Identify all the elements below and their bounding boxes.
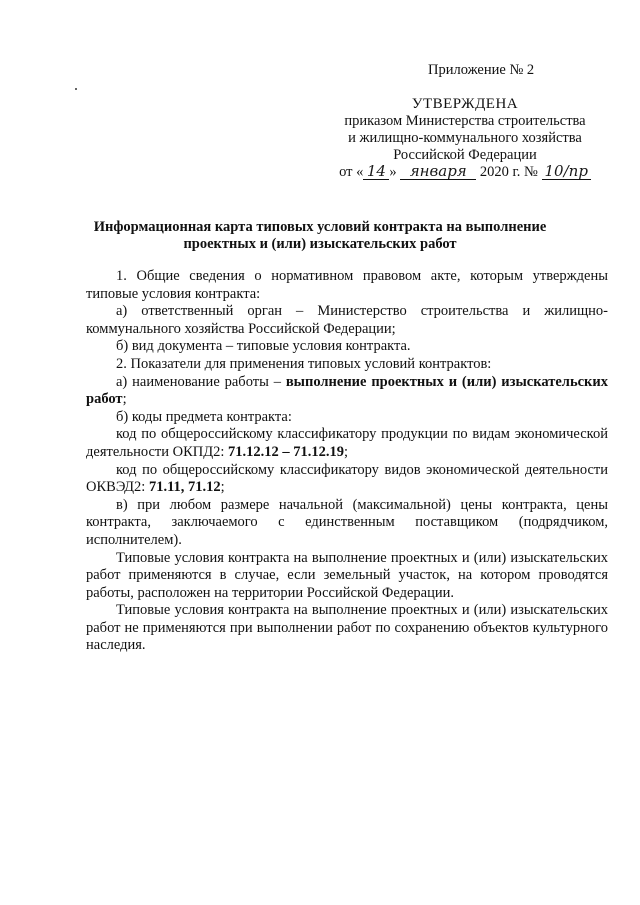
- handwritten-order-number: 10/пр: [542, 164, 591, 180]
- work-name-end: ;: [122, 391, 127, 408]
- paragraph-responsible-body: а) ответственный орган – Министерство строительства и жилищно-коммунального хозяйства Российской Федерации;: [86, 303, 608, 337]
- title-line-1: Информационная карта типовых условий контракта на выполнение: [93, 219, 547, 235]
- document-body: [86, 268, 608, 655]
- title-line-2: проектных и (или) изыскательских работ: [183, 236, 457, 252]
- paragraph-work-name: [86, 374, 608, 409]
- date-year: 2020 г. №: [479, 164, 538, 180]
- paragraph-general-info: 1. Общие сведения о нормативном правовом акте, которым утверждены типовые условия контракта:: [86, 268, 608, 302]
- approval-block: [330, 96, 600, 181]
- handwritten-day: 14: [363, 164, 389, 180]
- okved2-label: код по общероссийскому классификатору видов экономической деятельности ОКВЭД2:: [86, 461, 608, 496]
- date-prefix: от «: [339, 164, 364, 180]
- order-line-1: приказом Министерства строительства: [344, 113, 586, 129]
- date-mid: »: [389, 164, 397, 180]
- okpd2-label: код по общероссийскому классификатору продукции по видам экономической деятельности ОКПД2:: [86, 426, 608, 460]
- order-date-line: [339, 164, 591, 181]
- order-line-2: и жилищно-коммунального хозяйства: [348, 130, 582, 146]
- okpd2-end: ;: [344, 443, 349, 460]
- paragraph-document-type: б) вид документа – типовые условия контракта.: [116, 338, 411, 355]
- paragraph-indicators: 2. Показатели для применения типовых условий контрактов:: [116, 355, 492, 372]
- paragraph-non-applicability: Типовые условия контракта на выполнение проектных и (или) изыскательских работ не применяются при выполнении работ по сохранению объектов культурного наследия.: [86, 602, 608, 654]
- approved-word: УТВЕРЖДЕНА: [411, 96, 519, 112]
- document-title: [60, 219, 580, 253]
- appendix-label: Приложение № 2: [428, 62, 535, 78]
- handwritten-month: января: [400, 164, 476, 180]
- okpd2-value: 71.12.12 – 71.12.19: [228, 443, 345, 460]
- order-line-3: Российской Федерации: [393, 147, 537, 163]
- paragraph-applicability: Типовые условия контракта на выполнение проектных и (или) изыскательских работ применяются в случае, если земельный участок, на котором проводятся работы, расположен на территории Российской Федерации.: [86, 549, 608, 601]
- work-name-value: выполнение проектных и (или) изыскательских работ: [86, 373, 609, 408]
- paragraph-okpd2: [86, 426, 608, 461]
- okved2-value: 71.11, 71.12: [148, 479, 221, 496]
- paragraph-price: в) при любом размере начальной (максимальной) цены контракта, цены контракта, заключаемого с единственным поставщиком (подрядчиком, исполнителем).: [86, 496, 608, 548]
- paragraph-okved2: [86, 462, 608, 497]
- paragraph-subject-codes: б) коды предмета контракта:: [116, 408, 292, 425]
- work-name-label: а) наименование работы –: [116, 373, 286, 390]
- scan-speck: [75, 88, 77, 90]
- okved2-end: ;: [220, 479, 225, 496]
